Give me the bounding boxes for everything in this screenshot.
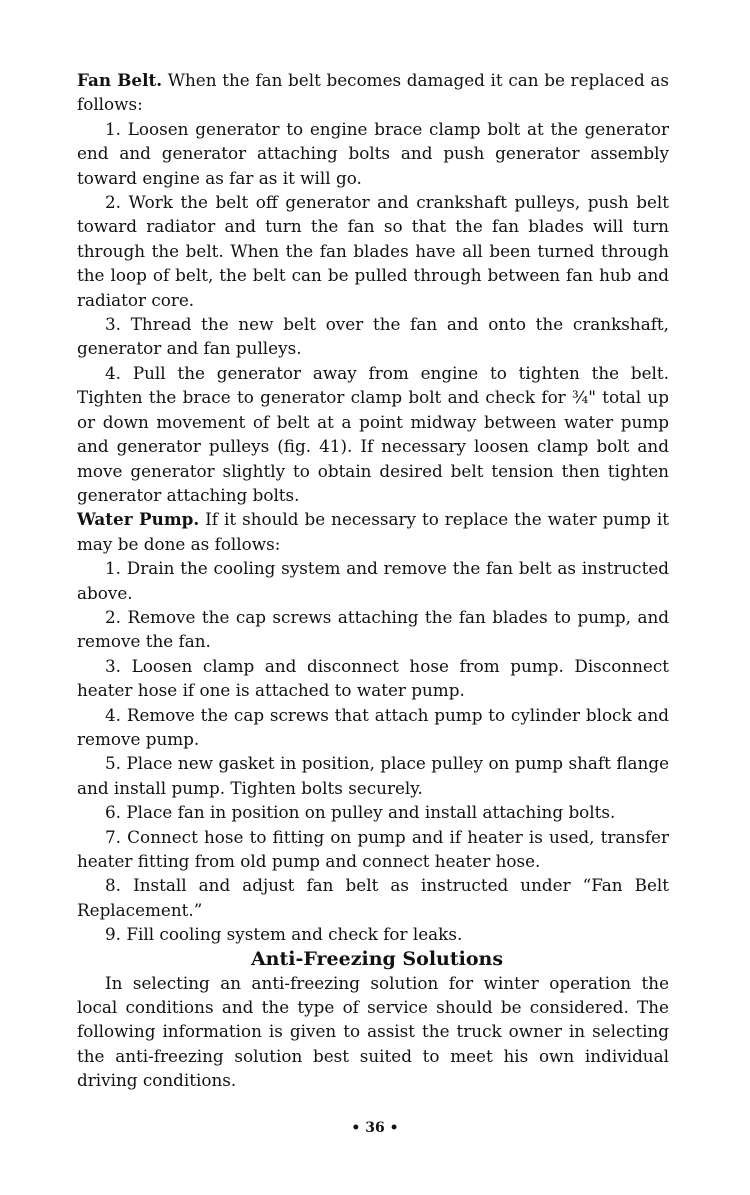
water-pump-step-7: 7. Connect hose to fitting on pump and if heater is used, transfer heater fitting from old pump and connect heater hose.: [77, 826, 669, 871]
anti-freezing-heading: Anti-Freezing Solutions: [250, 947, 504, 970]
fan-belt-step-1: 1. Loosen generator to engine brace clamp bolt at the generator end and generator attaching bolts and push generator assembly toward engine as far as it will go.: [77, 118, 669, 188]
water-pump-step-2: 2. Remove the cap screws attaching the fan blades to pump, and remove the fan.: [77, 606, 669, 652]
water-pump-step-1: 1. Drain the cooling system and remove the fan belt as instructed above.: [77, 558, 669, 603]
water-pump-term: Water Pump.: [77, 509, 200, 530]
water-pump-step-4: 4. Remove the cap screws that attach pump to cylinder block and remove pump.: [77, 704, 669, 749]
water-pump-intro: [77, 507, 669, 556]
water-pump-step-5: 5. Place new gasket in position, place pulley on pump shaft flange and install pump. Tighten bolts securely.: [77, 753, 669, 798]
water-pump-step-9: 9. Fill cooling system and check for leaks.: [105, 924, 463, 945]
manual-page: [77, 68, 669, 1093]
fan-belt-step-2: 2. Work the belt off generator and crankshaft pulleys, push belt toward radiator and turn the fan so that the fan blades will turn through the belt. When the fan blades have all been turned through the loop of belt, the belt can be pulled through between fan hub and radiator core.: [77, 192, 669, 310]
fan-belt-step-3: 3. Thread the new belt over the fan and onto the crankshaft, generator and fan pulleys.: [77, 314, 669, 359]
water-pump-intro-text: If it should be necessary to replace the water pump it may be done as follows:: [77, 509, 669, 554]
fan-belt-intro: [77, 68, 669, 117]
water-pump-step-8: 8. Install and adjust fan belt as instructed under “Fan Belt Replacement.”: [77, 875, 669, 920]
water-pump-step-6: 6. Place fan in position on pulley and install attaching bolts.: [105, 802, 616, 823]
page-number: • 36 •: [351, 1120, 399, 1136]
fan-belt-intro-text: When the fan belt becomes damaged it can be replaced as follows:: [77, 70, 669, 115]
fan-belt-step-4: 4. Pull the generator away from engine to tighten the belt. Tighten the brace to generator clamp bolt and check for ¾" total up or down movement of belt at a point midway between water pump and generator pulleys (fig. 41). If necessary loosen clamp bolt and move generator slightly to obtain desired belt tension then tighten generator attaching bolts.: [77, 362, 669, 505]
water-pump-step-3: 3. Loosen clamp and disconnect hose from pump. Disconnect heater hose if one is attached to water pump.: [77, 655, 669, 701]
anti-freezing-body: In selecting an anti-freezing solution for winter operation the local conditions and the type of service should be considered. The following information is given to assist the truck owner in selecting the anti-freezing solution best suited to meet his own individual driving conditions.: [77, 972, 669, 1091]
fan-belt-term: Fan Belt.: [77, 70, 163, 90]
